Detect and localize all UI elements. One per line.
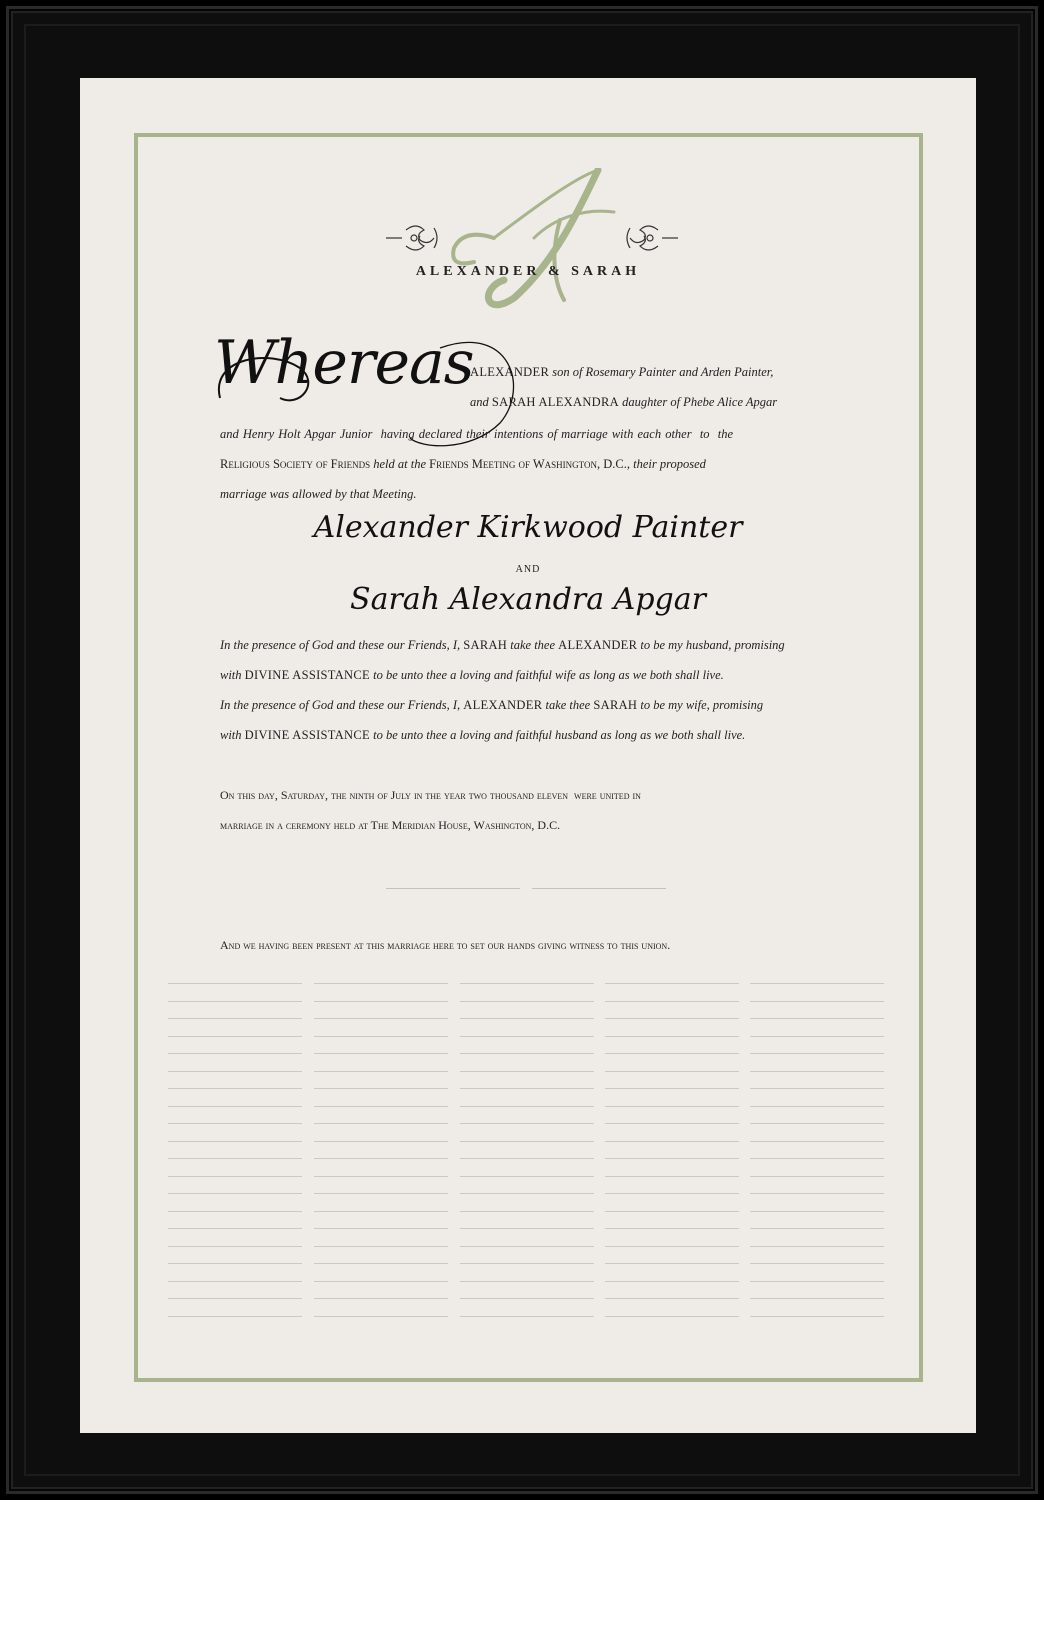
witness-signature-line[interactable]: [605, 1228, 739, 1229]
witness-signature-line[interactable]: [750, 1088, 884, 1089]
witness-signature-line[interactable]: [314, 1246, 448, 1247]
witness-signature-line[interactable]: [168, 1053, 302, 1054]
society-name: Religious Society of Friends: [220, 457, 371, 471]
groom-caps: ALEXANDER: [470, 365, 550, 379]
witness-signature-line[interactable]: [750, 1053, 884, 1054]
witness-signature-line[interactable]: [605, 1123, 739, 1124]
intro-line-2: [470, 387, 777, 417]
witness-signature-line[interactable]: [605, 1053, 739, 1054]
witness-signature-line[interactable]: [750, 1211, 884, 1212]
witness-signature-line[interactable]: [460, 1158, 594, 1159]
witness-signature-line[interactable]: [168, 1141, 302, 1142]
intro-line-1: [470, 357, 773, 387]
vow1-c: take thee: [507, 638, 559, 652]
groom-signature-line[interactable]: [386, 888, 520, 889]
witness-signature-line[interactable]: [168, 1123, 302, 1124]
vow2-c: to be unto thee a loving and faithful wife as long as we both shall live.: [369, 668, 724, 682]
vow3-d: SARAH: [593, 698, 638, 712]
witness-signature-line[interactable]: [750, 1018, 884, 1019]
witness-signature-line[interactable]: [460, 1193, 594, 1194]
witness-signature-line[interactable]: [314, 1036, 448, 1037]
witness-signature-line[interactable]: [314, 1106, 448, 1107]
witness-signature-line[interactable]: [750, 1036, 884, 1037]
left-flourish-icon: [386, 226, 437, 250]
witness-column: [314, 983, 448, 1333]
witness-signature-line[interactable]: [168, 1298, 302, 1299]
witness-signature-line[interactable]: [460, 1036, 594, 1037]
intro-line-4: [220, 449, 706, 479]
vow2-a: with: [220, 668, 245, 682]
vow-line-1: [220, 630, 785, 660]
vow1-e: to be my husband, promising: [637, 638, 785, 652]
witness-signature-line[interactable]: [314, 1018, 448, 1019]
witness-signature-line[interactable]: [750, 1141, 884, 1142]
witness-signature-line[interactable]: [460, 1053, 594, 1054]
witness-signature-line[interactable]: [605, 983, 739, 984]
witness-signature-line[interactable]: [168, 1001, 302, 1002]
witness-signature-line[interactable]: [460, 1298, 594, 1299]
witness-signature-line[interactable]: [605, 1298, 739, 1299]
groom-script-name: Alexander Kirkwood Painter: [313, 510, 743, 545]
witness-signature-line[interactable]: [314, 1123, 448, 1124]
witness-signature-line[interactable]: [314, 1141, 448, 1142]
vow-line-3: [220, 690, 763, 720]
witness-signature-line[interactable]: [605, 1176, 739, 1177]
monogram-ornament: [384, 168, 680, 318]
witness-signature-line[interactable]: [168, 983, 302, 984]
witness-signature-line[interactable]: [314, 1263, 448, 1264]
intro-line-5: marriage was allowed by that Meeting.: [220, 487, 417, 501]
vow-line-4: [220, 720, 745, 750]
witness-signature-line[interactable]: [605, 1106, 739, 1107]
witness-signature-line[interactable]: [460, 1088, 594, 1089]
witness-signature-line[interactable]: [314, 1071, 448, 1072]
witness-signature-line[interactable]: [605, 1141, 739, 1142]
witness-signature-line[interactable]: [750, 983, 884, 984]
vow1-b: SARAH: [463, 638, 508, 652]
witness-signature-line[interactable]: [168, 1263, 302, 1264]
witness-signature-line[interactable]: [750, 1228, 884, 1229]
witness-signature-line[interactable]: [168, 1018, 302, 1019]
vow1-a: In the presence of God and these our Friends, I,: [220, 638, 464, 652]
witness-signature-line[interactable]: [460, 1316, 594, 1317]
witness-signature-line[interactable]: [750, 1106, 884, 1107]
intro-text-1: son of Rosemary Painter and Arden Painter,: [549, 365, 774, 379]
witness-signature-line[interactable]: [750, 1298, 884, 1299]
witness-signature-line[interactable]: [750, 1176, 884, 1177]
witness-column: [460, 983, 594, 1333]
witness-signature-line[interactable]: [168, 1036, 302, 1037]
witness-signature-line[interactable]: [460, 1246, 594, 1247]
vow2-b: DIVINE ASSISTANCE: [244, 668, 370, 682]
witness-signature-line[interactable]: [168, 1088, 302, 1089]
witness-signature-line[interactable]: [460, 1281, 594, 1282]
witness-signature-line[interactable]: [168, 1246, 302, 1247]
witness-signature-line[interactable]: [460, 1141, 594, 1142]
vow4-a: with: [220, 728, 245, 742]
witness-signature-line[interactable]: [314, 1158, 448, 1159]
ceremony-line-1: On this day, Saturday, the ninth of July in the year two thousand eleven were united in: [220, 788, 641, 802]
witness-signature-line[interactable]: [605, 1018, 739, 1019]
intro-text-2: daughter of Phebe Alice Apgar: [618, 395, 778, 409]
witness-signature-line[interactable]: [750, 1281, 884, 1282]
witness-signature-line[interactable]: [314, 1211, 448, 1212]
witness-signature-line[interactable]: [750, 1123, 884, 1124]
witness-signature-line[interactable]: [605, 1193, 739, 1194]
witness-signature-line[interactable]: [314, 1176, 448, 1177]
witness-signature-line[interactable]: [605, 1263, 739, 1264]
witness-signature-line[interactable]: [460, 1176, 594, 1177]
witness-signature-line[interactable]: [750, 1001, 884, 1002]
vow3-c: take thee: [542, 698, 594, 712]
vow4-b: DIVINE ASSISTANCE: [244, 728, 370, 742]
right-flourish-icon: [627, 226, 678, 250]
monogram-a-icon: [453, 170, 614, 305]
witness-signature-line[interactable]: [168, 1281, 302, 1282]
witness-signature-line[interactable]: [168, 1316, 302, 1317]
vow-line-2: [220, 660, 724, 690]
witness-statement: And we having been present at this marriage here to set our hands giving witness to this union.: [220, 938, 671, 952]
witness-signature-line[interactable]: [168, 1106, 302, 1107]
certificate-paper: [80, 78, 976, 1433]
witness-signature-line[interactable]: [314, 1298, 448, 1299]
witness-signature-line[interactable]: [605, 1001, 739, 1002]
witness-signature-line[interactable]: [605, 1281, 739, 1282]
vow4-c: to be unto thee a loving and faithful husband as long as we both shall live.: [369, 728, 746, 742]
witness-signature-line[interactable]: [605, 1158, 739, 1159]
witness-signature-line[interactable]: [460, 1001, 594, 1002]
witness-signature-line[interactable]: [750, 1071, 884, 1072]
and-label: AND: [515, 564, 541, 575]
vow3-b: ALEXANDER: [463, 698, 543, 712]
witness-signature-line[interactable]: [460, 1106, 594, 1107]
witness-signature-line[interactable]: [605, 1036, 739, 1037]
witness-signature-line[interactable]: [460, 1123, 594, 1124]
bride-caps: SARAH ALEXANDRA: [491, 395, 619, 409]
witness-signature-line[interactable]: [460, 1228, 594, 1229]
witness-signature-line[interactable]: [314, 1053, 448, 1054]
witness-signature-line[interactable]: [605, 1071, 739, 1072]
witness-signature-line[interactable]: [605, 1316, 739, 1317]
witness-signature-line[interactable]: [314, 1088, 448, 1089]
vow1-d: ALEXANDER: [558, 638, 638, 652]
witness-signature-line[interactable]: [460, 1071, 594, 1072]
witness-signature-line[interactable]: [168, 1158, 302, 1159]
intro-line-3: and Henry Holt Apgar Junior having declared their intentions of marriage with each other to the: [220, 427, 734, 441]
witness-signature-line[interactable]: [168, 1228, 302, 1229]
witness-signature-line[interactable]: [314, 1193, 448, 1194]
witness-signature-line[interactable]: [460, 983, 594, 984]
witness-column: [750, 983, 884, 1333]
witness-signature-line[interactable]: [605, 1088, 739, 1089]
line4-mid: held at the: [370, 457, 430, 471]
witness-signature-line[interactable]: [750, 1193, 884, 1194]
witness-signature-line[interactable]: [314, 1228, 448, 1229]
witness-signature-line[interactable]: [605, 1246, 739, 1247]
ceremony-line-2: marriage in a ceremony held at The Meridian House, Washington, D.C.: [220, 818, 561, 832]
bride-script-name: Sarah Alexandra Apgar: [350, 582, 706, 617]
witness-signature-line[interactable]: [168, 1193, 302, 1194]
vow3-e: to be my wife, promising: [637, 698, 764, 712]
witness-column: [605, 983, 739, 1333]
witness-signature-line[interactable]: [460, 1211, 594, 1212]
vow3-a: In the presence of God and these our Friends, I,: [220, 698, 464, 712]
meeting-name: Friends Meeting of Washington, D.C.: [429, 457, 627, 471]
witness-signature-grid: [168, 983, 884, 1643]
witness-signature-line[interactable]: [168, 1211, 302, 1212]
witness-signature-line[interactable]: [314, 1001, 448, 1002]
witness-signature-line[interactable]: [168, 1071, 302, 1072]
witness-signature-line[interactable]: [750, 1246, 884, 1247]
line4-end: , their proposed: [626, 457, 706, 471]
witness-signature-line[interactable]: [460, 1263, 594, 1264]
witness-signature-line[interactable]: [314, 983, 448, 984]
witness-column: [168, 983, 302, 1333]
witness-signature-line[interactable]: [314, 1281, 448, 1282]
witness-signature-line[interactable]: [750, 1158, 884, 1159]
witness-signature-line[interactable]: [314, 1316, 448, 1317]
witness-signature-line[interactable]: [460, 1018, 594, 1019]
witness-signature-line[interactable]: [750, 1316, 884, 1317]
witness-signature-line[interactable]: [605, 1211, 739, 1212]
bride-signature-line[interactable]: [532, 888, 666, 889]
witness-signature-line[interactable]: [168, 1176, 302, 1177]
intro-lead-2: and: [470, 395, 492, 409]
whereas-heading: Whereas: [214, 328, 474, 398]
witness-signature-line[interactable]: [750, 1263, 884, 1264]
couple-names-heading: ALEXANDER & SARAH: [415, 264, 641, 279]
